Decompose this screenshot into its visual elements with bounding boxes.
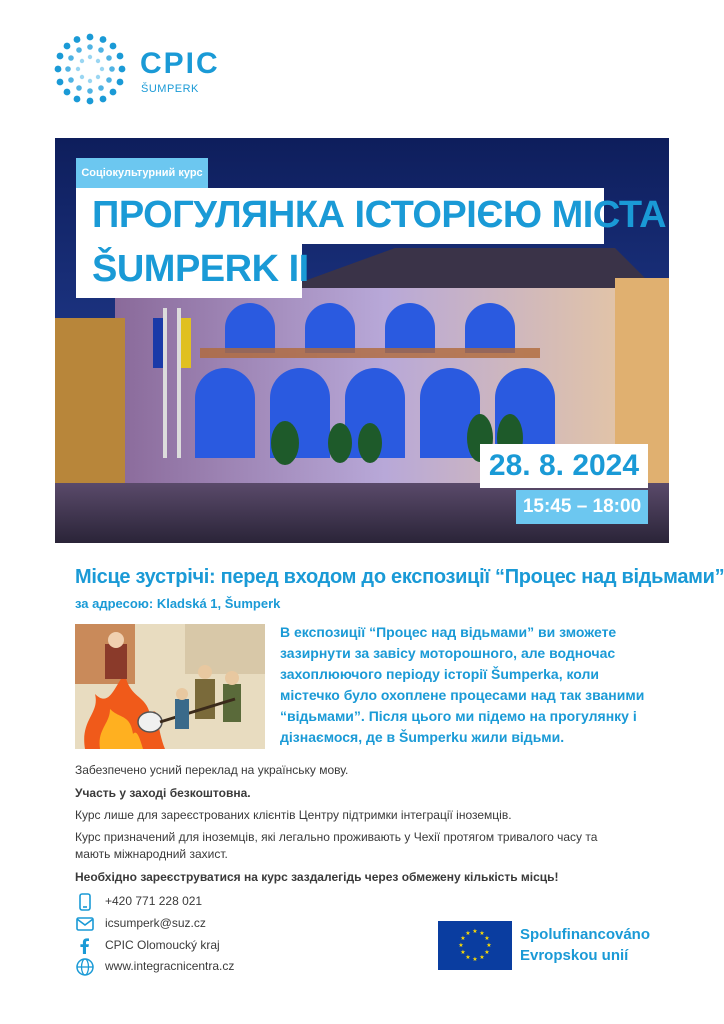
- svg-text:★: ★: [465, 954, 471, 961]
- svg-text:★: ★: [479, 954, 485, 961]
- eu-text-line-1: Spolufinancováno: [520, 926, 651, 943]
- svg-text:★: ★: [479, 930, 485, 937]
- facebook-icon: [75, 936, 95, 956]
- registered-clients-note: Курс лише для зареєстрованих клієнтів Центру підтримки інтеграції іноземців.: [75, 808, 512, 822]
- eu-stars-icon: [438, 921, 512, 970]
- meeting-address: за адресою: Kladská 1, Šumperk: [75, 596, 281, 611]
- cpic-dots-icon: [54, 33, 126, 105]
- svg-text:★: ★: [460, 949, 466, 956]
- free-participation-note: Участь у заході безкоштовна.: [75, 786, 251, 800]
- svg-text:★: ★: [458, 942, 464, 949]
- globe-icon: [75, 957, 95, 977]
- facebook-page[interactable]: CPIC Olomoucký kraj: [105, 938, 220, 952]
- logo-city: ŠUMPERK: [141, 83, 199, 95]
- cpic-logo: [54, 33, 224, 105]
- website-link[interactable]: www.integracnicentra.cz: [105, 959, 235, 973]
- eu-text-line-2: Evropskou unií: [520, 947, 629, 964]
- witch-burning-illustration: [75, 624, 265, 749]
- event-date: 28. 8. 2024: [480, 444, 648, 488]
- logo-name: CPIC: [140, 47, 220, 80]
- eu-cofinanced-text: [520, 924, 650, 966]
- svg-text:★: ★: [465, 930, 471, 937]
- svg-text:★: ★: [460, 935, 466, 942]
- course-type-tag: Соціокультурний курс: [76, 158, 208, 188]
- event-description: В експозиції “Процес над відьмами” ви зможете зазирнути за завісу моторошного, але водночас захоплюючого періоду історії Šumperka, коли містечко було охоплене процесами над так званими “відьмами”. Після цього ми підемо на прогулянку і дізнаємося, де в Šumperku жили відьми.: [280, 624, 645, 745]
- email-icon: [75, 914, 95, 934]
- svg-text:★: ★: [472, 956, 478, 963]
- svg-text:★: ★: [486, 942, 492, 949]
- event-title: [76, 188, 667, 298]
- eu-flag: [438, 921, 512, 970]
- svg-text:★: ★: [472, 928, 478, 935]
- phone-icon: [75, 892, 95, 912]
- meeting-place-heading: Місце зустрічі: перед входом до експозиції “Процес над відьмами”: [75, 566, 724, 588]
- target-audience-note: Курс призначений для іноземців, які легально проживають у Чехії протягом тривалого часу та мають міжнародний захист.: [75, 830, 598, 861]
- title-line-1: ПРОГУЛЯНКА ІСТОРІЄЮ МІСТА: [92, 194, 667, 236]
- translation-note: Забезпечено усний переклад на українську мову.: [75, 763, 349, 777]
- title-line-2: ŠUMPERK II: [92, 248, 309, 290]
- registration-required-note: Необхідно зареєструватися на курс заздалегідь через обмежену кількість місць!: [75, 870, 559, 884]
- witch-trial-illustration: [75, 624, 265, 749]
- event-time: 15:45 – 18:00: [516, 490, 648, 524]
- svg-text:★: ★: [484, 935, 490, 942]
- svg-text:★: ★: [484, 949, 490, 956]
- email-address[interactable]: icsumperk@suz.cz: [105, 916, 206, 930]
- phone-number[interactable]: +420 771 228 021: [105, 894, 203, 908]
